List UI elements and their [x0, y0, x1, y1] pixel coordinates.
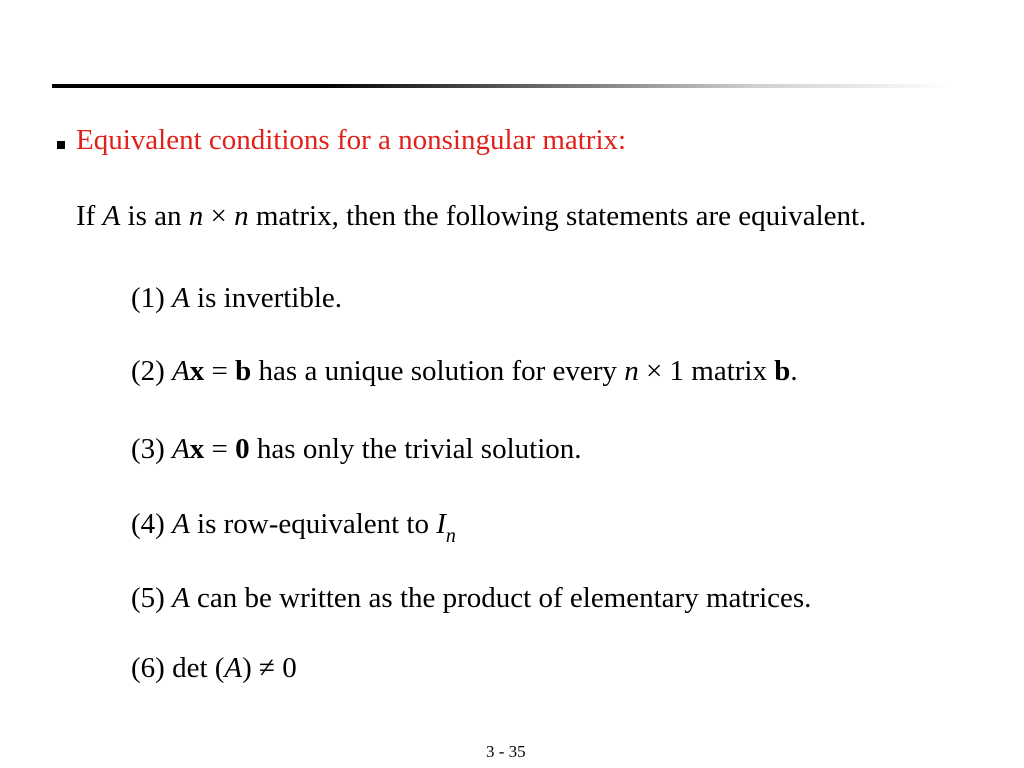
equals-symbol: = [204, 433, 236, 465]
condition-text: . [790, 355, 798, 387]
condition-6 [131, 652, 297, 685]
identity-subscript: n [445, 525, 456, 547]
vector-symbol: b [774, 355, 791, 387]
condition-5 [131, 582, 811, 615]
matrix-symbol: A [224, 652, 243, 684]
condition-1 [131, 282, 342, 315]
slide-heading: Equivalent conditions for a nonsingular matrix: [76, 124, 627, 156]
vector-symbol: b [235, 355, 252, 387]
condition-2 [131, 355, 798, 388]
matrix-symbol: A [172, 282, 190, 314]
condition-text: ) ≠ 0 [242, 652, 297, 684]
dimension-symbol: n [234, 200, 249, 232]
zero-vector-symbol: 0 [235, 433, 250, 465]
intro-statement [76, 200, 866, 233]
condition-number: (3) [131, 433, 173, 465]
condition-text: is invertible. [189, 282, 343, 314]
intro-text: matrix, then the following statements are equivalent. [248, 200, 867, 232]
vector-symbol: x [189, 433, 205, 465]
identity-symbol: I [436, 508, 446, 540]
equals-symbol: = [204, 355, 236, 387]
intro-text: If [76, 200, 103, 232]
condition-number: (6) [131, 652, 173, 684]
vector-symbol: x [189, 355, 205, 387]
matrix-symbol: A [102, 200, 121, 232]
times-symbol: × [203, 200, 235, 232]
intro-text: is an [120, 200, 189, 232]
condition-text: has a unique solution for every [251, 355, 625, 387]
condition-number: (5) [131, 582, 173, 614]
condition-text: × 1 matrix [638, 355, 775, 387]
condition-text: can be written as the product of elementary matrices. [189, 582, 812, 614]
page-number: 3 - 35 [486, 742, 526, 761]
matrix-symbol: A [172, 582, 190, 614]
dimension-symbol: n [624, 355, 639, 387]
matrix-symbol: A [172, 355, 190, 387]
determinant-text: det ( [172, 652, 225, 684]
bullet-square-icon [57, 141, 65, 149]
dimension-symbol: n [188, 200, 204, 232]
condition-number: (2) [131, 355, 173, 387]
condition-number: (1) [131, 282, 173, 314]
matrix-symbol: A [172, 433, 190, 465]
condition-3 [131, 433, 582, 466]
condition-number: (4) [131, 508, 173, 540]
title-divider-rule [52, 84, 952, 88]
matrix-symbol: A [172, 508, 190, 540]
condition-text: is row-equivalent to [189, 508, 437, 540]
condition-4 [131, 508, 456, 547]
condition-text: has only the trivial solution. [249, 433, 582, 465]
